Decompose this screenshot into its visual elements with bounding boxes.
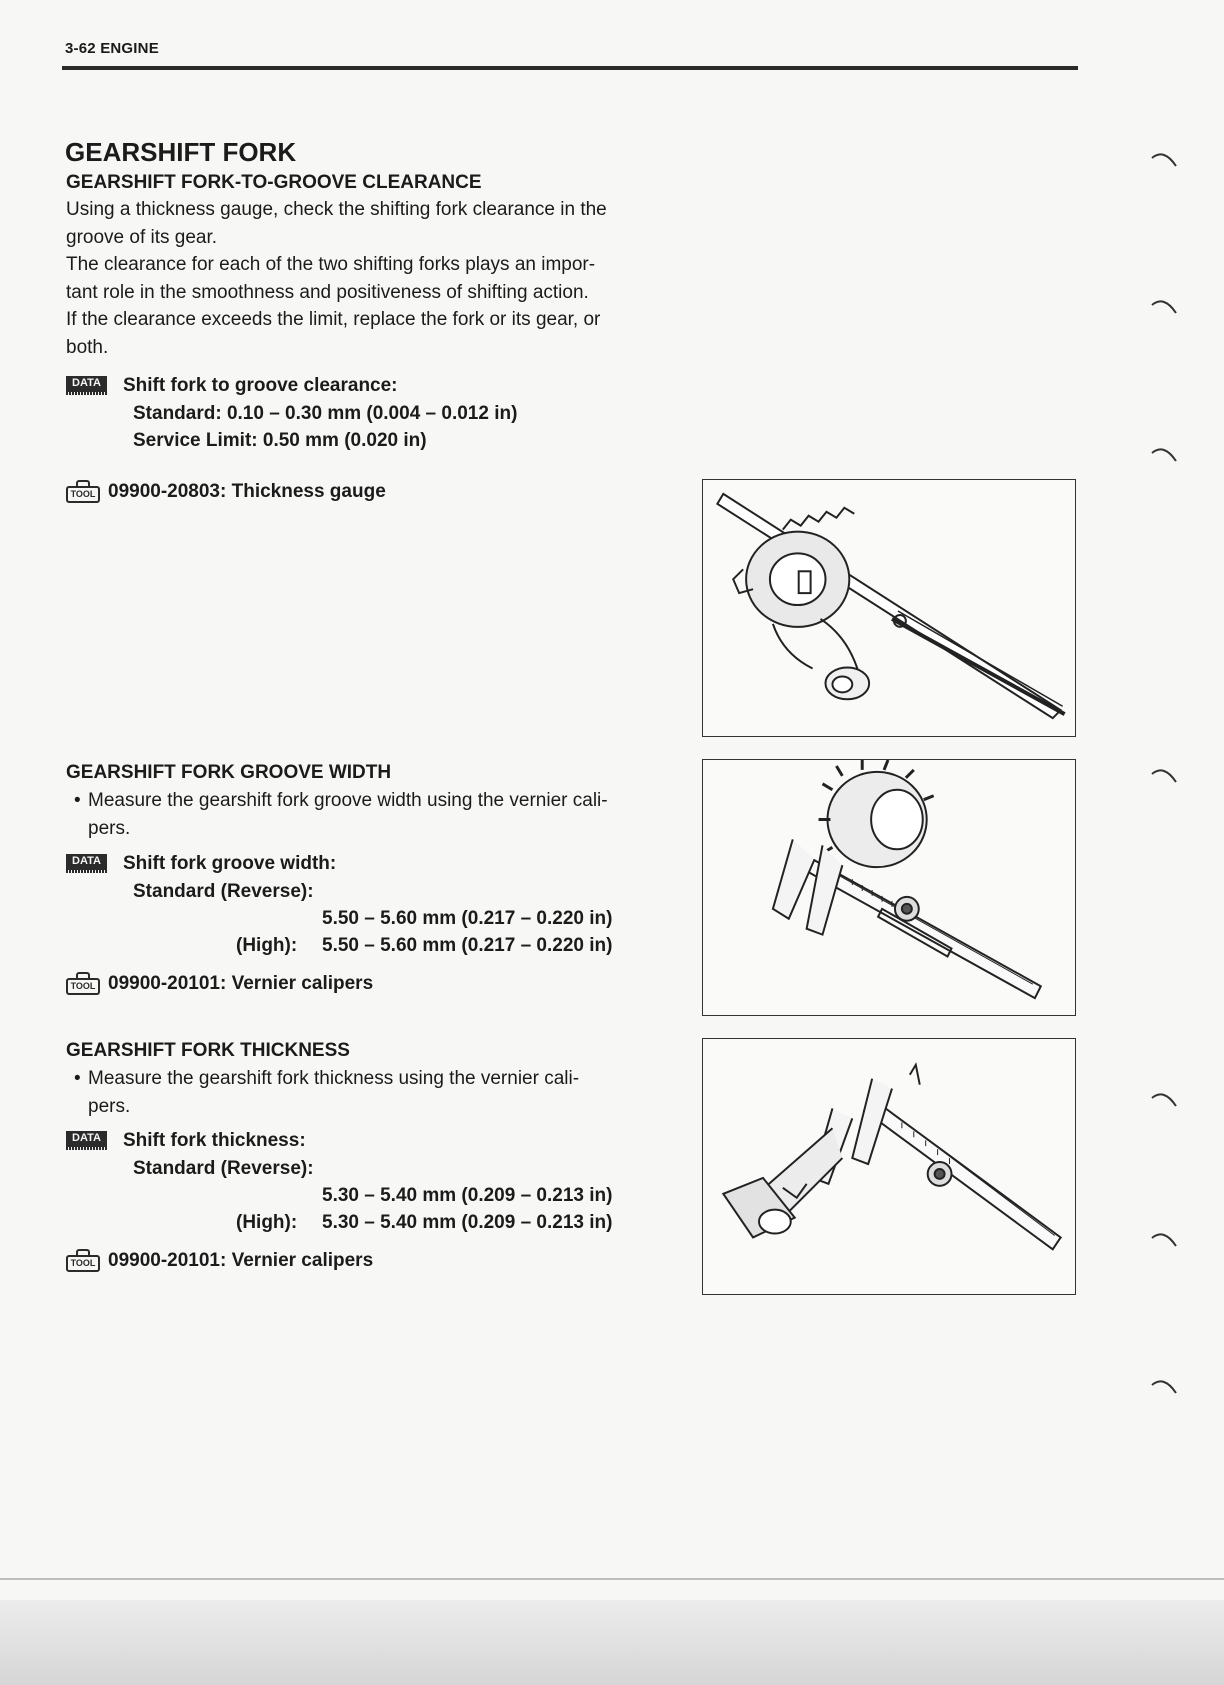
spec-label: Shift fork to groove clearance:: [123, 375, 398, 396]
groove-width-spec: [66, 850, 336, 905]
spec-row: [66, 850, 336, 878]
clearance-spec: [66, 372, 517, 455]
margin-mark-icon: [1150, 443, 1180, 463]
spec-label: Shift fork groove width:: [123, 853, 337, 874]
tool-label: 09900-20101: Vernier calipers: [108, 1250, 374, 1271]
margin-mark-icon: [1150, 1228, 1180, 1248]
spec-standard: Standard: 0.10 – 0.30 mm (0.004 – 0.012 in): [133, 402, 518, 424]
margin-mark-icon: [1150, 295, 1180, 315]
data-icon: DATA: [66, 376, 107, 395]
margin-mark-icon: [1150, 1088, 1180, 1108]
margin-mark-icon: [1150, 1375, 1180, 1395]
bullet-text: pers.: [88, 1095, 131, 1117]
spec-service-limit: Service Limit: 0.50 mm (0.020 in): [133, 430, 427, 451]
margin-mark-icon: [1150, 764, 1180, 784]
thickness-high-label: (High):: [236, 1212, 298, 1233]
thickness-high-value: 5.30 – 5.40 mm (0.209 – 0.213 in): [322, 1212, 613, 1233]
spec-label: Shift fork thickness:: [123, 1130, 306, 1151]
bullet-text: Measure the gearshift fork groove width using the vernier cali-: [88, 790, 608, 811]
paragraph-line: both.: [66, 336, 109, 358]
paragraph-line: Using a thickness gauge, check the shifting fork clearance in the: [66, 199, 607, 220]
bullet-dot: •: [74, 790, 81, 811]
spec-standard-label: Standard (Reverse):: [133, 1157, 314, 1179]
paragraph-line: groove of its gear.: [66, 226, 218, 248]
groove-width-reverse-value: 5.50 – 5.60 mm (0.217 – 0.220 in): [322, 908, 613, 929]
thickness-gauge-illustration: [703, 480, 1075, 736]
paragraph-line: The clearance for each of the two shifting forks plays an impor-: [66, 254, 596, 275]
spec-row: [66, 372, 517, 400]
toolbox-icon: TOOL: [66, 1249, 102, 1273]
margin-mark-icon: [1150, 148, 1180, 168]
clearance-paragraph: [66, 196, 686, 361]
figure-fork-thickness: [702, 1038, 1076, 1295]
thickness-heading: GEARSHIFT FORK THICKNESS: [66, 1040, 350, 1061]
groove-width-illustration: [703, 760, 1075, 1015]
groove-width-heading: GEARSHIFT FORK GROOVE WIDTH: [66, 762, 392, 783]
bullet-text: pers.: [88, 817, 131, 839]
toolbox-icon: TOOL: [66, 480, 102, 504]
header-rule: [62, 66, 1078, 70]
paragraph-line: If the clearance exceeds the limit, replace the fork or its gear, or: [66, 309, 601, 330]
spec-standard-label: Standard (Reverse):: [133, 880, 314, 902]
figure-groove-width: [702, 759, 1076, 1016]
groove-width-bullet: [74, 787, 674, 842]
thickness-bullet: [74, 1065, 674, 1120]
tool-label: 09900-20101: Vernier calipers: [108, 973, 374, 994]
footer-rule: [0, 1578, 1224, 1580]
clearance-heading: GEARSHIFT FORK-TO-GROOVE CLEARANCE: [66, 172, 482, 193]
fork-thickness-illustration: [703, 1039, 1075, 1294]
bullet-dot: •: [74, 1068, 81, 1089]
groove-width-tool: [66, 972, 373, 996]
page-bottom-shadow: [0, 1600, 1224, 1685]
page-header: 3-62 ENGINE: [65, 40, 159, 57]
groove-width-high-value: 5.50 – 5.60 mm (0.217 – 0.220 in): [322, 935, 613, 956]
spec-row: [66, 1127, 314, 1155]
thickness-spec: [66, 1127, 314, 1182]
paragraph-line: tant role in the smoothness and positiveness of shifting action.: [66, 281, 589, 303]
data-icon: DATA: [66, 854, 107, 873]
clearance-tool: [66, 480, 386, 504]
toolbox-icon: TOOL: [66, 972, 102, 996]
data-icon: DATA: [66, 1131, 107, 1150]
figure-thickness-gauge: [702, 479, 1076, 737]
section-title: GEARSHIFT FORK: [65, 137, 297, 167]
bullet-text: Measure the gearshift fork thickness using the vernier cali-: [88, 1068, 580, 1089]
thickness-tool: [66, 1249, 373, 1273]
thickness-reverse-value: 5.30 – 5.40 mm (0.209 – 0.213 in): [322, 1185, 613, 1206]
tool-label: 09900-20803: Thickness gauge: [108, 481, 386, 502]
groove-width-high-label: (High):: [236, 935, 298, 956]
